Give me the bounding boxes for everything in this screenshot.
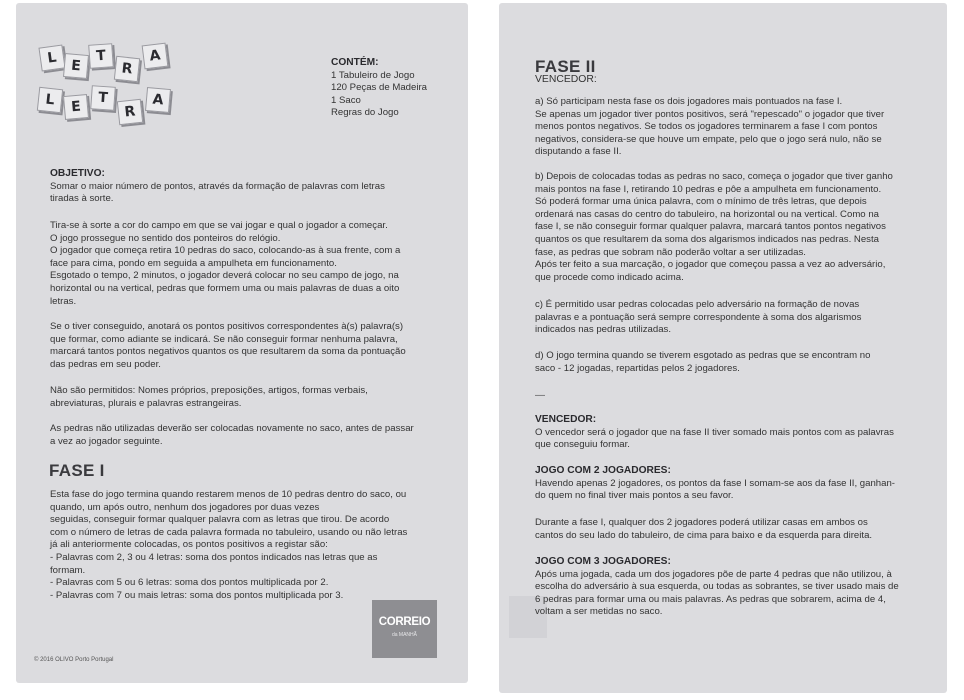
text-line: Esgotado o tempo, 2 minutos, o jogador deverá colocar no seu campo de jogo, na	[50, 270, 399, 282]
text-line: b) Depois de colocadas todas as pedras no saco, começa o jogador que tiver ganho	[535, 171, 893, 182]
text-line: que conseguiu formar.	[535, 439, 630, 451]
logo-tile: T	[90, 85, 116, 111]
contents-title: CONTÉM:	[331, 57, 379, 68]
logo-tile: T	[88, 43, 114, 69]
fase1-section	[50, 489, 407, 602]
text-line: fase I, se não conseguir formar qualquer palavra, marcará tantos pontos negativos	[535, 221, 886, 233]
logo-tile: R	[114, 56, 140, 82]
text-line: horizontal ou na vertical, pedras que formem uma ou mais palavras de duas a oito	[50, 282, 400, 294]
contents-item: 1 Saco	[331, 94, 361, 106]
contents-item: Regras do Jogo	[331, 107, 399, 119]
text-line: O vencedor será o jogador que na fase II tiver somado mais pontos com as palavras	[535, 426, 894, 438]
text-line: ordenará nas casas do centro do tabuleiro, na horizontal ou na vertical. Como na	[535, 208, 879, 220]
rules-paragraph-1	[50, 220, 400, 308]
logo-tile: A	[145, 87, 171, 113]
text-line: tiradas à sorte.	[50, 193, 114, 205]
rule-c	[535, 299, 861, 337]
text-line: - Palavras com 7 ou mais letras: soma dos pontos multiplicada por 3.	[50, 589, 344, 601]
text-line: c) É permitido usar pedras colocadas pelo adversário na formação de novas	[535, 299, 860, 310]
text-line: Durante a fase I, qualquer dos 2 jogadores poderá utilizar casas em ambos os	[535, 517, 868, 528]
text-line: já ali anteriormente colocadas, os pontos positivos a registar são:	[50, 539, 328, 551]
text-line: Havendo apenas 2 jogadores, os pontos da fase I somam-se aos da fase II, ganhan-	[535, 477, 895, 489]
text-line: Se o tiver conseguido, anotará os pontos positivos correspondentes à(s) palavra(s)	[50, 321, 404, 332]
text-line: a vez ao jogador seguinte.	[50, 435, 163, 447]
text-line: quantos os que resultarem da soma dos algarismos indicados nas pedras. Nesta	[535, 233, 879, 245]
text-line: fase, as pedras que sobram não poderão voltar a ser utilizadas.	[535, 246, 806, 258]
fase1-heading: FASE I	[49, 461, 105, 480]
objetivo-title: OBJETIVO:	[50, 168, 105, 179]
three-players-title: JOGO COM 3 JOGADORES:	[535, 556, 671, 567]
text-line: Somar o maior número de pontos, através da formação de palavras com letras	[50, 180, 385, 192]
text-line: - Palavras com 2, 3 ou 4 letras: soma dos pontos indicados nas letras que as	[50, 551, 378, 563]
text-line: a) Só participam nesta fase os dois jogadores mais pontuados na fase I.	[535, 96, 843, 107]
text-line: Após ter feito a sua marcação, o jogador que começou passa a vez ao adversário,	[535, 259, 886, 271]
text-line: menos pontos negativos. Se todos os jogadores terminarem a fase I com pontos	[535, 121, 878, 133]
text-line: formam.	[50, 564, 86, 576]
contents-box	[331, 57, 427, 120]
text-line: As pedras não utilizadas deverão ser colocadas novamente no saco, antes de passar	[50, 423, 414, 434]
logo-tile: E	[63, 94, 89, 120]
text-line: escolha do adversário à sua esquerda, ou todas as sobrantes, se tiver usado mais de	[535, 581, 899, 593]
text-line: negativos, considera-se que houve um empate, pelo que o jogo será nulo, não se	[535, 133, 882, 145]
text-line: quando, um após outro, nenhum dos jogadores por duas vezes	[50, 501, 320, 513]
text-line: indicados nas pedras utilizadas.	[535, 324, 671, 336]
rules-paragraph-4	[50, 423, 414, 448]
text-line: saco - 12 jogadas, repartidas pelos 2 jogadores.	[535, 362, 740, 374]
text-line: do quem no final tiver mais pontos a seu favor.	[535, 490, 734, 502]
logo-tile: A	[142, 43, 169, 70]
rule-d	[535, 350, 870, 375]
rule-a	[535, 96, 884, 159]
text-line: seguidas, conseguir formar qualquer palavra com as letras que tirou. De acordo	[50, 514, 390, 526]
rules-paragraph-2	[50, 321, 406, 371]
text-line: cantos do seu lado do tabuleiro, de cima para baixo e da esquerda para direita.	[535, 529, 873, 541]
text-line: Tira-se à sorte a cor do campo em que se vai jogar e qual o jogador a começar.	[50, 220, 388, 231]
logo-tile: E	[63, 53, 89, 79]
contents-item: 120 Peças de Madeira	[331, 82, 427, 94]
text-line: Esta fase do jogo termina quando restarem menos de 10 pedras dentro do saco, ou	[50, 489, 407, 500]
fase2-subheading: VENCEDOR:	[535, 74, 597, 85]
text-line: que formar, como adiante se indicará. Se não conseguir formar nenhuma palavra,	[50, 333, 398, 345]
text-line: letras.	[50, 295, 77, 307]
text-line: Só poderá formar uma única palavra, com o mínimo de três letras, que depois	[535, 196, 867, 208]
publisher-logo-subtext: da MANHÃ	[391, 632, 417, 638]
publisher-logo	[372, 600, 437, 658]
objetivo-section	[50, 168, 385, 206]
text-line: abreviaturas, plurais e palavras estrangeiras.	[50, 397, 242, 409]
rule-b	[535, 171, 893, 284]
text-line: mais pontos na fase I, retirando 10 pedras e pôe a ampulheta em funcionamento.	[535, 183, 882, 195]
two-players-section	[535, 465, 895, 503]
logo-tile: R	[117, 99, 143, 125]
vencedor-title: VENCEDOR:	[535, 414, 597, 425]
text-line: marcará tantos pontos negativos quantos os que resultarem da soma da pontuação	[50, 346, 406, 358]
text-line: O jogo prossegue no sentido dos ponteiros do relógio.	[50, 232, 281, 244]
two-players-title: JOGO COM 2 JOGADORES:	[535, 465, 671, 476]
logo-tile: L	[38, 44, 65, 71]
text-line: d) O jogo termina quando se tiverem esgotado as pedras que se encontram no	[535, 350, 871, 361]
two-players-extra	[535, 517, 872, 542]
rules-paragraph-3	[50, 385, 368, 410]
text-line: que procede como indicado acima.	[535, 271, 684, 283]
publisher-logo-text: CORREIO	[378, 616, 431, 628]
text-line: voltam a ser metidas no saco.	[535, 606, 663, 618]
text-line: Após uma jogada, cada um dos jogadores põe de parte 4 pedras que não utilizou, à	[535, 568, 892, 580]
text-line: Se apenas um jogador tiver pontos positivos, será "repescado" o jogador que tiver	[535, 108, 885, 120]
text-line: com o número de letras de cada palavra formada no tabuleiro, usando ou não letras	[50, 526, 408, 538]
logo-tile: L	[37, 87, 63, 113]
text-line: face para cima, pondo em seguida a ampulheta em funcionamento.	[50, 257, 337, 269]
three-players-section	[535, 556, 899, 619]
fase2-heading: FASE II	[535, 57, 596, 76]
text-line: O jogador que começa retira 10 pedras do saco, colocando-as à sua frente, com a	[50, 245, 401, 257]
separator-dash: —	[535, 390, 545, 401]
vencedor-section	[535, 414, 894, 452]
text-line: 6 pedras para formar uma ou mais palavras. As pedras que sobrarem, acima de 4,	[535, 593, 886, 605]
text-line: - Palavras com 5 ou 6 letras: soma dos pontos multiplicada por 2.	[50, 577, 329, 589]
text-line: palavras e a pontuação será sempre correspondente à soma dos algarismos	[535, 311, 862, 323]
text-line: das pedras em seu poder.	[50, 358, 161, 370]
text-line: Não são permitidos: Nomes próprios, preposições, artigos, formas verbais,	[50, 385, 368, 396]
contents-item: 1 Tabuleiro de Jogo	[331, 69, 415, 81]
copyright-text: © 2016 OLIVO Porto Portugal	[34, 657, 114, 663]
text-line: disputando a fase II.	[535, 146, 622, 158]
